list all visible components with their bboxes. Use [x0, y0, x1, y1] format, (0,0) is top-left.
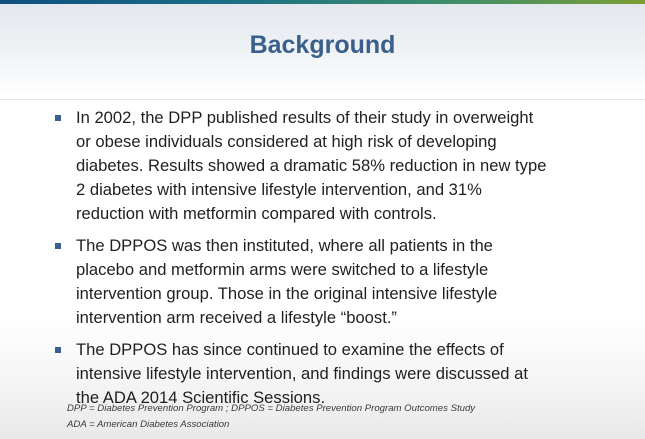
footnote-abbreviations: ADA = American Diabetes Association — [67, 419, 230, 430]
bullet-line: In 2002, the DPP published results of their study in overweight — [76, 108, 534, 127]
bullet-line: intervention arm received a lifestyle “boost.” — [76, 308, 397, 327]
bullet-line: or obese individuals considered at high risk of developing — [76, 132, 497, 151]
bullet-line: placebo and metformin arms were switched to a lifestyle — [76, 260, 489, 279]
bullet-item — [0, 234, 645, 330]
square-bullet-icon — [55, 115, 61, 121]
footnote-abbreviations: DPP = Diabetes Prevention Program ; DPPOS = Diabetes Prevention Program Outcomes Study — [67, 403, 476, 414]
bullet-item — [0, 106, 645, 226]
title-divider — [0, 99, 645, 100]
slide-title: Background — [249, 31, 396, 59]
footnotes — [67, 401, 475, 433]
bullet-line: the ADA 2014 Scientific Sessions. — [76, 388, 326, 407]
square-bullet-icon — [55, 243, 61, 249]
bullet-line: reduction with metformin compared with controls. — [76, 204, 437, 223]
bullet-line: The DPPOS was then instituted, where all patients in the — [76, 236, 493, 255]
bullet-item — [0, 338, 645, 410]
bullet-line: intervention group. Those in the original intensive lifestyle — [76, 284, 498, 303]
bullet-line: 2 diabetes with intensive lifestyle intervention, and 31% — [76, 180, 482, 199]
square-bullet-icon — [55, 347, 61, 353]
bullet-line: diabetes. Results showed a dramatic 58% reduction in new type — [76, 156, 547, 175]
bullet-list — [0, 106, 645, 418]
bullet-line: The DPPOS has since continued to examine the effects of — [76, 340, 504, 359]
bullet-line: intensive lifestyle intervention, and findings were discussed at — [76, 364, 528, 383]
